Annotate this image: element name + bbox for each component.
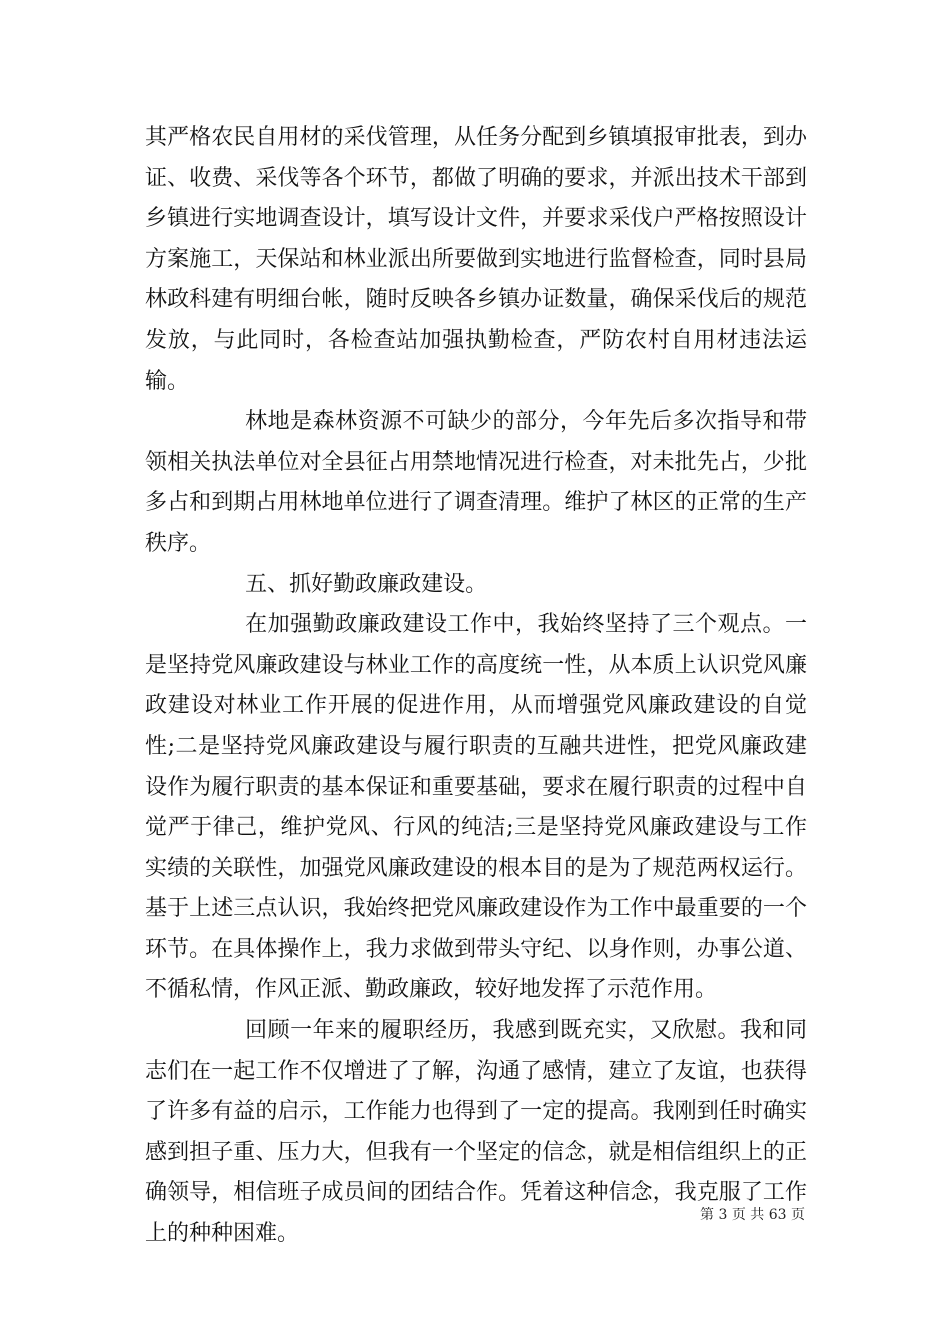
page-number-footer: 第 3 页 共 63 页 — [700, 1207, 805, 1223]
paragraph-review: 回顾一年来的履职经历，我感到既充实，又欣慰。我和同志们在一起工作不仅增进了了解，沟通了感情，建立了友谊，也获得了许多有益的启示，工作能力也得到了一定的提高。我刚到任时确实感到担子重、压力大，但我有一个坚定的信念，就是相信组织上的正确领导，相信班子成员间的团结合作。凭着这种信念，我克服了工作上的种种困难。 — [145, 1018, 807, 1247]
paragraph-integrity-work: 在加强勤政廉政建设工作中，我始终坚持了三个观点。一是坚持党风廉政建设与林业工作的高度统一性，从本质上认识党风廉政建设对林业工作开展的促进作用，从而增强党风廉政建设的自觉性;二是坚持党风廉政建设与履行职责的互融共进性，把党风廉政建设作为履行职责的基本保证和重要基础，要求在履行职责的过程中自觉严于律己，维护党风、行风的纯洁;三是坚持党风廉政建设与工作实绩的关联性，加强党风廉政建设的根本目的是为了规范两权运行。基于上述三点认识，我始终把党风廉政建设作为工作中最重要的一个环节。在具体操作上，我力求做到带头守纪、以身作则，办事公道、不循私情，作风正派、勤政廉政，较好地发挥了示范作用。 — [145, 612, 807, 1003]
section-heading-five: 五、抓好勤政廉政建设。 — [245, 571, 488, 597]
paragraph-forest-land: 林地是森林资源不可缺少的部分，今年先后多次指导和带领相关执法单位对全县征占用禁地情况进行检查，对未批先占，少批多占和到期占用林地单位进行了调查清理。维护了林区的正常的生产秩序。 — [145, 409, 807, 556]
document-body — [145, 118, 807, 1255]
paragraph-continuation: 其严格农民自用材的采伐管理，从任务分配到乡镇填报审批表，到办证、收费、采伐等各个环节，都做了明确的要求，并派出技术干部到乡镇进行实地调查设计，填写设计文件，并要求采伐户严格按照设计方案施工，天保站和林业派出所要做到实地进行监督检查，同时县局林政科建有明细台帐，随时反映各乡镇办证数量，确保采伐后的规范发放，与此同时，各检查站加强执勤检查，严防农村自用材违法运输。 — [145, 125, 807, 394]
